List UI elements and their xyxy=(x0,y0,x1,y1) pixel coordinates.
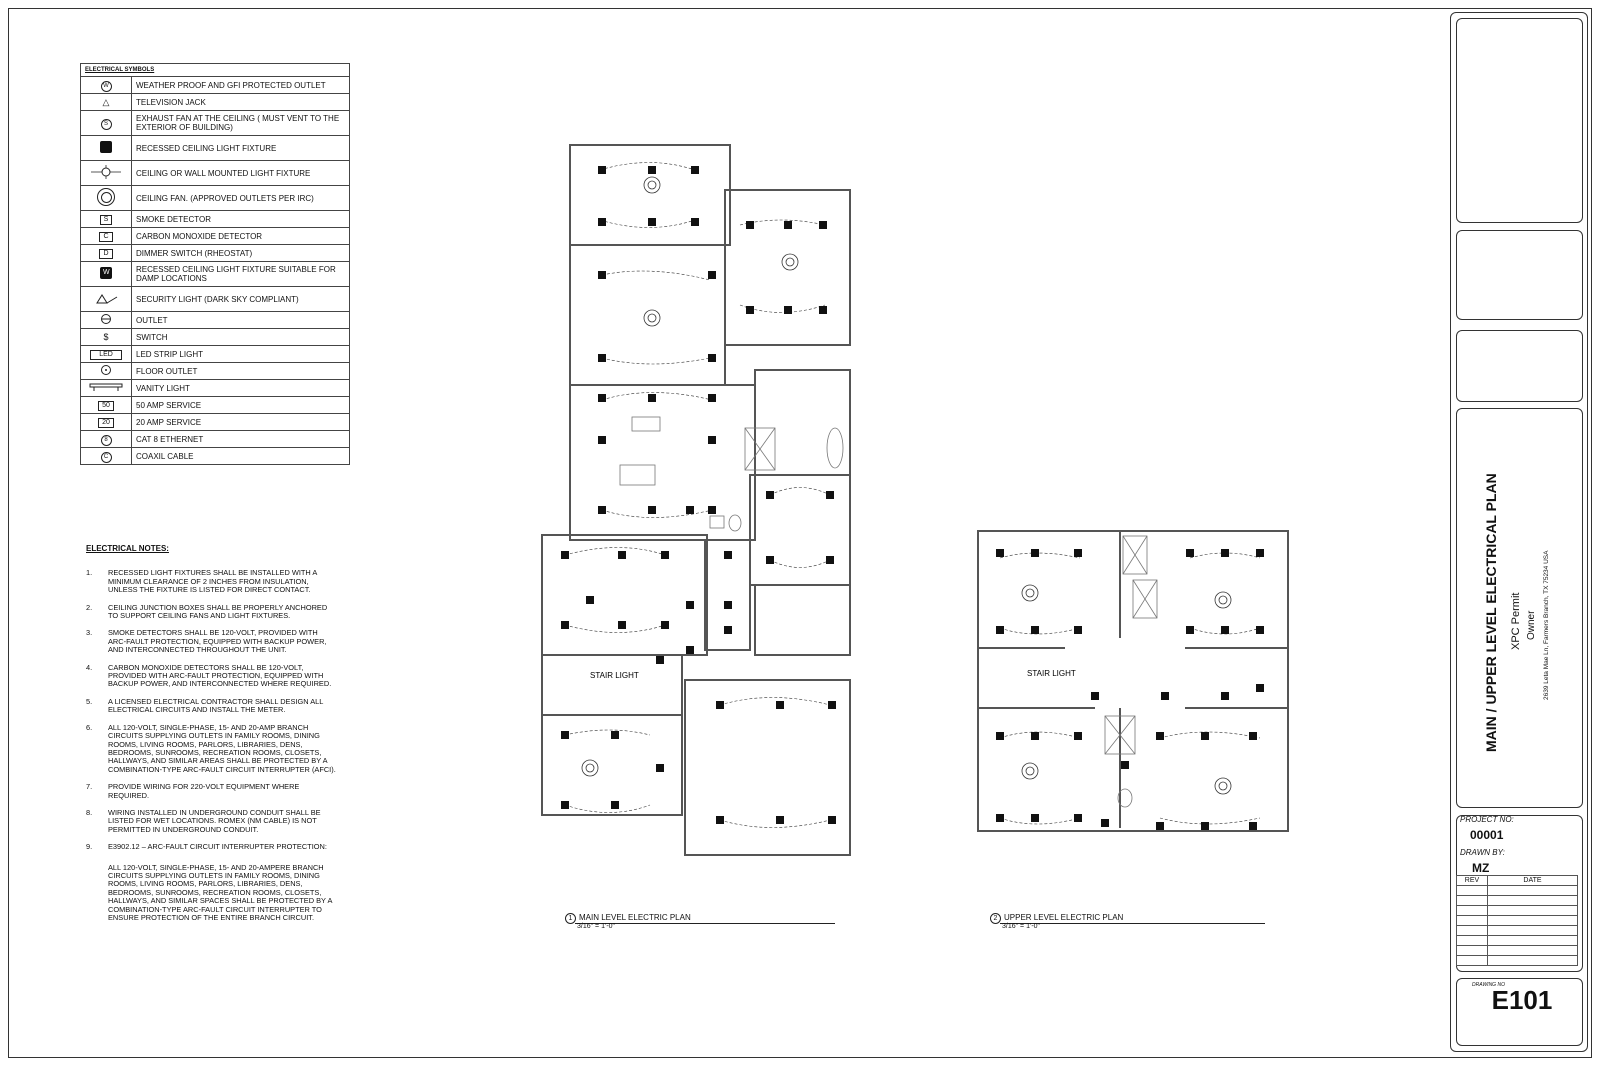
legend-desc: 50 AMP SERVICE xyxy=(132,397,350,414)
recessed-light-fixture xyxy=(1031,626,1039,634)
main-stair-light-label: STAIR LIGHT xyxy=(590,671,639,680)
recessed-light-fixture xyxy=(618,551,626,559)
recessed-light-fixture xyxy=(598,394,606,402)
recessed-light-fixture xyxy=(611,801,619,809)
upper-plan-number: 2 xyxy=(990,913,1001,924)
rev-header: REV xyxy=(1457,876,1488,886)
recessed-light-fixture xyxy=(1161,692,1169,700)
main-plan-scale: 3/16" = 1'-0" xyxy=(577,923,616,930)
recessed-light-fixture xyxy=(648,394,656,402)
television-jack-icon: △ xyxy=(81,94,132,111)
recessed-light-fixture xyxy=(996,626,1004,634)
recessed-light-fixture xyxy=(598,436,606,444)
recessed-light-fixture xyxy=(996,814,1004,822)
legend-desc: LED STRIP LIGHT xyxy=(132,346,350,363)
legend-desc: CEILING FAN. (APPROVED OUTLETS PER IRC) xyxy=(132,186,350,211)
recessed-light-fixture xyxy=(724,626,732,634)
legend-desc: RECESSED CEILING LIGHT FIXTURE xyxy=(132,136,350,161)
recessed-light-fixture xyxy=(819,221,827,229)
recessed-light-fixture xyxy=(766,556,774,564)
recessed-light-icon xyxy=(100,141,112,153)
recessed-light-fixture xyxy=(784,221,792,229)
recessed-light-fixture xyxy=(598,354,606,362)
recessed-light-fixture xyxy=(708,436,716,444)
recessed-light-fixture xyxy=(996,732,1004,740)
recessed-light-fixture xyxy=(1091,692,1099,700)
note-9-body: ALL 120-VOLT, SINGLE-PHASE, 15- AND 20-AMPERE BRANCH CIRCUITS SUPPLYING OUTLETS IN FAMILY ROOMS, DINING ROOMS, LIVING ROOMS, PARLORS, LIBRARIES, DENS, BEDROOMS, SUNROOMS, RECREATION ROOMS, CLOSETS, HALLWAYS, AND SIMILAR SPACES SHALL BE PROTECTED BY A COMBINATION-TYPE ARC-FAULT CIRCUIT INTERRUPTER TO ENSURE PROTECTION OF THE ENTIRE BRANCH CIRCUIT. xyxy=(108,862,332,922)
recessed-light-fixture xyxy=(1201,822,1209,830)
drawn-by-label: DRAWN BY: xyxy=(1460,848,1505,857)
recessed-light-fixture xyxy=(1249,732,1257,740)
recessed-light-fixture xyxy=(686,646,694,654)
recessed-light-fixture xyxy=(1074,549,1082,557)
legend-desc: CAT 8 ETHERNET xyxy=(132,431,350,448)
ethernet-icon: 8 xyxy=(101,435,112,446)
50-amp-icon: 50 xyxy=(98,401,114,411)
recessed-light-fixture xyxy=(1031,732,1039,740)
recessed-light-fixture xyxy=(598,218,606,226)
recessed-light-fixture xyxy=(598,271,606,279)
main-level-floor-plan xyxy=(540,130,870,880)
led-strip-icon: LED xyxy=(90,350,122,360)
recessed-light-fixture xyxy=(708,271,716,279)
recessed-light-fixture xyxy=(828,701,836,709)
recessed-light-fixture xyxy=(716,816,724,824)
recessed-light-fixture xyxy=(648,506,656,514)
legend-desc: COAXIL CABLE xyxy=(132,448,350,465)
recessed-light-fixture xyxy=(1201,732,1209,740)
recessed-light-fixture xyxy=(708,354,716,362)
main-plan-number: 1 xyxy=(565,913,576,924)
recessed-light-fixture xyxy=(691,218,699,226)
drawn-by-value: MZ xyxy=(1472,861,1490,875)
recessed-light-fixture xyxy=(648,166,656,174)
title-block-panel-2 xyxy=(1456,230,1583,320)
damp-recessed-light-icon xyxy=(100,267,112,279)
recessed-light-fixture xyxy=(776,816,784,824)
title-block-panel-1 xyxy=(1456,18,1583,223)
recessed-light-fixture xyxy=(1101,819,1109,827)
recessed-light-fixture xyxy=(561,731,569,739)
legend-desc: CEILING OR WALL MOUNTED LIGHT FIXTURE xyxy=(132,161,350,186)
recessed-light-fixture xyxy=(1256,684,1264,692)
legend-desc: DIMMER SWITCH (RHEOSTAT) xyxy=(132,245,350,262)
vanity-light-icon xyxy=(88,381,124,393)
recessed-light-fixture xyxy=(598,166,606,174)
recessed-light-fixture xyxy=(1221,692,1229,700)
title-block-panel-3 xyxy=(1456,330,1583,402)
legend-desc: SMOKE DETECTOR xyxy=(132,211,350,228)
legend-desc: EXHAUST FAN AT THE CEILING ( MUST VENT TO THE EXTERIOR OF BUILDING) xyxy=(132,111,350,136)
legend-desc: OUTLET xyxy=(132,312,350,329)
note-item: 9. E3902.12 – ARC-FAULT CIRCUIT INTERRUPTER PROTECTION: xyxy=(86,842,327,852)
sheet-number: E101 xyxy=(1491,985,1553,1015)
project-name: XPC Permit xyxy=(1510,592,1522,650)
recessed-light-fixture xyxy=(1256,549,1264,557)
upper-level-floor-plan xyxy=(975,528,1295,863)
security-light-icon xyxy=(93,291,119,305)
drawing-no-label: DRAWING NO xyxy=(1472,982,1505,988)
recessed-light-fixture xyxy=(648,218,656,226)
floor-outlet-icon xyxy=(99,364,113,376)
project-no-value: 00001 xyxy=(1470,828,1504,842)
switch-icon: $ xyxy=(81,329,132,346)
recessed-light-fixture xyxy=(1074,814,1082,822)
recessed-light-fixture xyxy=(708,506,716,514)
legend-desc: FLOOR OUTLET xyxy=(132,363,350,380)
recessed-light-fixture xyxy=(819,306,827,314)
recessed-light-fixture xyxy=(561,621,569,629)
legend-desc: SECURITY LIGHT (DARK SKY COMPLIANT) xyxy=(132,287,350,312)
recessed-light-fixture xyxy=(561,801,569,809)
coax-icon: C xyxy=(101,452,112,463)
recessed-light-fixture xyxy=(708,394,716,402)
upper-stair-light-label: STAIR LIGHT xyxy=(1027,669,1076,678)
legend-desc: TELEVISION JACK xyxy=(132,94,350,111)
recessed-light-fixture xyxy=(586,596,594,604)
recessed-light-fixture xyxy=(716,701,724,709)
recessed-light-fixture xyxy=(1074,626,1082,634)
note-item: 3. SMOKE DETECTORS SHALL BE 120-VOLT, PROVIDED WITH ARC-FAULT PROTECTION, EQUIPPED WITH BACKUP POWER, AND INTERCONNECTED THROUGHOUT THE UNIT. xyxy=(86,628,327,655)
recessed-light-fixture xyxy=(1186,549,1194,557)
legend-desc: SWITCH xyxy=(132,329,350,346)
recessed-light-fixture xyxy=(784,306,792,314)
legend-desc: VANITY LIGHT xyxy=(132,380,350,397)
recessed-light-fixture xyxy=(618,621,626,629)
recessed-light-fixture xyxy=(746,221,754,229)
exhaust-fan-icon: S xyxy=(101,119,112,130)
owner-name: Owner xyxy=(1526,610,1537,640)
sheet-title: MAIN / UPPER LEVEL ELECTRICAL PLAN xyxy=(1483,473,1499,752)
recessed-light-fixture xyxy=(561,551,569,559)
co-detector-icon: C xyxy=(99,232,112,242)
recessed-light-fixture xyxy=(1249,822,1257,830)
recessed-light-fixture xyxy=(691,166,699,174)
project-address: 2639 Leta Mae Ln, Farmers Branch, TX 75234 USA xyxy=(1543,550,1550,700)
dimmer-switch-icon: D xyxy=(99,249,112,259)
recessed-light-fixture xyxy=(656,656,664,664)
electrical-symbols-legend xyxy=(80,63,350,465)
recessed-light-fixture xyxy=(1031,549,1039,557)
recessed-light-fixture xyxy=(1156,822,1164,830)
recessed-light-fixture xyxy=(1031,814,1039,822)
recessed-light-fixture xyxy=(1256,626,1264,634)
main-plan-title xyxy=(565,913,691,930)
recessed-light-fixture xyxy=(828,816,836,824)
recessed-light-fixture xyxy=(724,601,732,609)
legend-desc: RECESSED CEILING LIGHT FIXTURE SUITABLE FOR DAMP LOCATIONS xyxy=(132,262,350,287)
legend-desc: CARBON MONOXIDE DETECTOR xyxy=(132,228,350,245)
upper-plan-scale: 3/16" = 1'-0" xyxy=(1002,923,1041,930)
recessed-light-fixture xyxy=(724,551,732,559)
recessed-light-fixture xyxy=(1074,732,1082,740)
recessed-light-fixture xyxy=(1221,549,1229,557)
outlet-icon xyxy=(99,313,113,325)
note-item: 7. PROVIDE WIRING FOR 220-VOLT EQUIPMENT WHERE REQUIRED. xyxy=(86,782,300,800)
recessed-light-fixture xyxy=(826,556,834,564)
ceiling-fan-icon xyxy=(97,188,115,206)
note-item: 8. WIRING INSTALLED IN UNDERGROUND CONDUIT SHALL BE LISTED FOR WET LOCATIONS. ROMEX (NM CABLE) IS NOT PERMITTED IN UNDERGROUND CONDUIT. xyxy=(86,807,321,834)
recessed-light-fixture xyxy=(996,549,1004,557)
legend-desc: 20 AMP SERVICE xyxy=(132,414,350,431)
revision-table xyxy=(1456,875,1578,966)
note-item: 2. CEILING JUNCTION BOXES SHALL BE PROPERLY ANCHORED TO SUPPORT CEILING FANS AND LIGHT FIXTURES. xyxy=(86,602,328,621)
recessed-light-fixture xyxy=(598,506,606,514)
recessed-light-fixture xyxy=(686,601,694,609)
recessed-light-fixture xyxy=(661,621,669,629)
upper-plan-title-text: UPPER LEVEL ELECTRIC PLAN xyxy=(1004,913,1124,922)
note-item: 6. ALL 120-VOLT, SINGLE-PHASE, 15- AND 20-AMP BRANCH CIRCUITS SUPPLYING OUTLETS IN FAMILY ROOMS, DINING ROOMS, LIVING ROOMS, PARLORS, LIBRARIES, DENS, BEDROOMS, SUNROOMS, RECREATION ROOMS, CLOSETS, HALLWAYS, AND SIMILAR AREAS SHALL BE PROTECTED BY A COMBINATION-TYPE ARC-FAULT CIRCUIT INTERRUPTER (AFCI). xyxy=(86,722,336,774)
legend-desc: WEATHER PROOF AND GFI PROTECTED OUTLET xyxy=(132,77,350,94)
recessed-light-fixture xyxy=(656,764,664,772)
smoke-detector-icon: S xyxy=(100,215,113,225)
recessed-light-fixture xyxy=(826,491,834,499)
recessed-light-fixture xyxy=(776,701,784,709)
main-plan-title-text: MAIN LEVEL ELECTRIC PLAN xyxy=(579,913,691,922)
notes-title: ELECTRICAL NOTES: xyxy=(86,544,169,553)
date-header: DATE xyxy=(1488,876,1578,886)
recessed-light-fixture xyxy=(611,731,619,739)
note-item: 4. CARBON MONOXIDE DETECTORS SHALL BE 120-VOLT, PROVIDED WITH ARC-FAULT PROTECTION, EQUIPPED WITH BACKUP POWER, AND INTERCONNECTED WHERE REQUIRED. xyxy=(86,662,332,689)
recessed-light-fixture xyxy=(746,306,754,314)
project-no-label: PROJECT NO: xyxy=(1460,815,1514,824)
ceiling-light-icon xyxy=(91,165,121,179)
20-amp-icon: 20 xyxy=(98,418,114,428)
weatherproof-outlet-icon: W xyxy=(101,81,112,92)
note-item: 1. RECESSED LIGHT FIXTURES SHALL BE INSTALLED WITH A MINIMUM CLEARANCE OF 2 INCHES FROM INSULATION, UNLESS THE FIXTURE IS LISTED FOR DIRECT CONTACT. xyxy=(86,568,317,595)
recessed-light-fixture xyxy=(766,491,774,499)
recessed-light-fixture xyxy=(1221,626,1229,634)
recessed-light-fixture xyxy=(661,551,669,559)
recessed-light-fixture xyxy=(1121,761,1129,769)
upper-plan-title xyxy=(990,913,1124,930)
electrical-notes xyxy=(86,545,336,922)
legend-title: ELECTRICAL SYMBOLS xyxy=(81,64,350,77)
note-item: 5. A LICENSED ELECTRICAL CONTRACTOR SHALL DESIGN ALL ELECTRICAL CIRCUITS AND INSTALL THE METER. xyxy=(86,696,324,715)
recessed-light-fixture xyxy=(1156,732,1164,740)
recessed-light-fixture xyxy=(1186,626,1194,634)
recessed-light-fixture xyxy=(686,506,694,514)
